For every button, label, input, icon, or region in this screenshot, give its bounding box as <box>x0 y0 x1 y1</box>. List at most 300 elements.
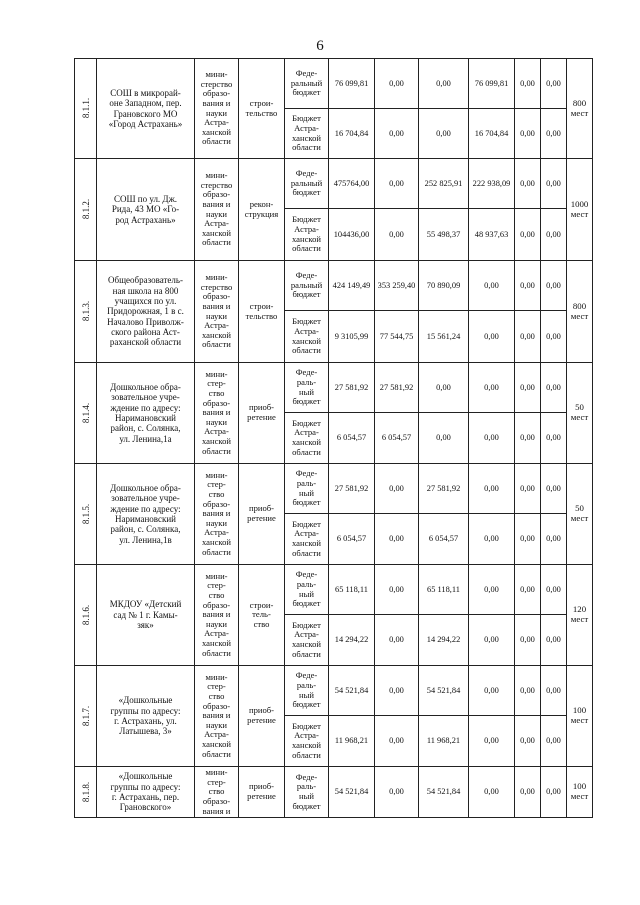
amount-cell: 0,00 <box>375 109 419 159</box>
funding-source-line: бюджет <box>292 187 321 198</box>
amount-cell: 0,00 <box>515 514 541 565</box>
funding-source-line: ханской <box>291 132 322 143</box>
amount-cell: 55 498,37 <box>419 209 469 261</box>
amount-cell: 0,00 <box>515 716 541 767</box>
amount-cell: 0,00 <box>541 261 567 311</box>
amount-cell: 0,00 <box>419 363 469 413</box>
capacity-line: 800 <box>572 300 587 311</box>
amount-cell: 475764,00 <box>329 159 375 209</box>
action-line: приоб- <box>248 705 275 716</box>
capacity-cell <box>567 565 593 666</box>
action-cell <box>239 261 285 363</box>
item-number-cell <box>75 363 97 464</box>
ministry-line: области <box>202 237 231 248</box>
funding-source-line: ханской <box>291 233 322 244</box>
amount-cell: 0,00 <box>515 363 541 413</box>
amount-cell: 0,00 <box>541 363 567 413</box>
action-line: приоб- <box>248 402 275 413</box>
ministry-line: науки <box>205 310 228 321</box>
funding-source-line: Астра- <box>294 427 319 438</box>
capacity-cell <box>567 666 593 767</box>
funding-source-cell <box>285 159 329 209</box>
funding-source-line: ханской <box>291 740 322 750</box>
ministry-line: науки <box>205 618 228 629</box>
capacity-line: мест <box>570 614 589 624</box>
ministry-line: области <box>202 136 231 147</box>
amount-cell: 0,00 <box>515 159 541 209</box>
action-line: ретение <box>247 412 276 422</box>
funding-source-line: Феде- <box>295 270 318 281</box>
ministry-line: образо- <box>202 700 231 711</box>
item-number-cell <box>75 261 97 363</box>
amount-cell: 252 825,91 <box>419 159 469 209</box>
ministry-line: ханской <box>201 329 232 340</box>
funding-source-line: ный <box>299 791 314 802</box>
amount-cell: 0,00 <box>375 159 419 209</box>
object-name-line: род Астрахань» <box>115 214 176 225</box>
ministry-line: вания и <box>202 805 231 816</box>
funding-source-line: Феде- <box>295 468 318 479</box>
ministry-line: стерство <box>200 179 233 190</box>
amount-cell: 353 259,40 <box>375 261 419 311</box>
action-line: ретение <box>247 791 276 802</box>
amount-cell: 15 561,24 <box>419 311 469 363</box>
funding-source-line: Бюджет <box>292 214 321 225</box>
ministry-line: области <box>202 546 231 557</box>
amount-cell: 0,00 <box>375 464 419 514</box>
ministry-line: мини- <box>205 469 228 480</box>
funding-source-line: ханской <box>291 538 322 548</box>
funding-source-line: Бюджет <box>292 518 321 529</box>
amount-cell: 54 521,84 <box>329 666 375 716</box>
object-name-line: Латышева, 3» <box>119 726 172 737</box>
amount-cell: 0,00 <box>469 615 515 666</box>
amount-cell: 27 581,92 <box>419 464 469 514</box>
item-number: 8.1.5. <box>81 503 92 524</box>
amount-cell: 11 968,21 <box>329 716 375 767</box>
item-number: 8.1.8. <box>81 781 92 802</box>
action-line: ретение <box>247 715 276 725</box>
amount-cell: 65 118,11 <box>329 565 375 615</box>
ministry-line: ство <box>208 488 225 499</box>
amount-cell: 14 294,22 <box>329 615 375 666</box>
ministry-line: образо- <box>202 291 231 302</box>
funding-source-line: бюджет <box>292 497 321 508</box>
amount-cell: 0,00 <box>515 666 541 716</box>
amount-cell: 0,00 <box>469 514 515 565</box>
funding-source-line: области <box>292 547 321 558</box>
ministry-line: Астра- <box>204 218 229 229</box>
amount-cell: 0,00 <box>469 767 515 818</box>
funding-source-line: Феде- <box>295 771 318 782</box>
capacity-cell <box>567 464 593 565</box>
action-line: строи- <box>249 97 274 108</box>
ministry-cell <box>195 666 239 767</box>
funding-source-line: Феде- <box>295 68 318 79</box>
ministry-line: ханской <box>201 436 232 447</box>
funding-source-line: Астра- <box>294 629 319 640</box>
object-name-line: Началово Приволж- <box>107 316 184 327</box>
object-name-line: г. Астрахань, ул. <box>114 716 177 726</box>
ministry-line: вания и <box>202 198 231 209</box>
ministry-line: стер- <box>207 681 226 692</box>
ministry-line: мини- <box>205 170 228 180</box>
ministry-cell <box>195 565 239 666</box>
ministry-line: стер- <box>207 479 226 490</box>
funding-source-line: Феде- <box>295 168 318 179</box>
ministry-line: науки <box>205 416 228 427</box>
funding-source-line: бюджет <box>292 396 321 407</box>
object-name-line: зяк» <box>137 620 154 631</box>
capacity-line: 100 <box>572 781 587 792</box>
amount-cell: 0,00 <box>469 565 515 615</box>
funding-source-line: Бюджет <box>292 316 321 327</box>
amount-cell: 0,00 <box>541 716 567 767</box>
ministry-cell <box>195 159 239 261</box>
amount-cell: 9 3105,99 <box>329 311 375 363</box>
funding-source-line: ральный <box>290 77 323 88</box>
funding-source-cell <box>285 261 329 311</box>
amount-cell: 104436,00 <box>329 209 375 261</box>
item-number: 8.1.6. <box>81 604 92 625</box>
action-line: ретение <box>247 513 276 523</box>
ministry-line: Астра- <box>204 628 229 639</box>
amount-cell: 0,00 <box>469 464 515 514</box>
amount-cell: 424 149,49 <box>329 261 375 311</box>
funding-source-line: области <box>292 446 321 457</box>
funding-source-line: Феде- <box>295 670 318 681</box>
funding-source-line: раль- <box>296 477 317 488</box>
amount-cell: 0,00 <box>515 413 541 464</box>
amount-cell: 6 054,57 <box>375 413 419 464</box>
object-name-cell <box>97 261 195 363</box>
amount-cell: 0,00 <box>515 767 541 818</box>
funding-source-cell <box>285 666 329 716</box>
capacity-cell <box>567 59 593 159</box>
object-name-cell <box>97 59 195 159</box>
table-row <box>75 767 593 818</box>
funding-source-line: раль- <box>296 781 317 792</box>
funding-source-line: Бюджет <box>292 619 321 630</box>
object-name-line: СОШ в микрорай- <box>110 87 181 98</box>
item-number-cell <box>75 464 97 565</box>
capacity-line: 120 <box>572 604 587 615</box>
funding-source-cell <box>285 311 329 363</box>
amount-cell: 0,00 <box>541 767 567 818</box>
object-name-cell <box>97 363 195 464</box>
object-name-line: группы по адресу: <box>110 705 181 716</box>
item-number-cell <box>75 59 97 159</box>
object-name-line: ского района Аст- <box>111 327 180 338</box>
funding-source-line: раль- <box>296 376 317 387</box>
funding-source-cell <box>285 565 329 615</box>
amount-cell: 54 521,84 <box>329 767 375 818</box>
capacity-line: 1000 <box>570 198 589 209</box>
ministry-cell <box>195 59 239 159</box>
funding-source-cell <box>285 464 329 514</box>
item-number: 8.1.3. <box>81 301 92 322</box>
action-line: тельство <box>245 310 278 321</box>
ministry-cell <box>195 261 239 363</box>
amount-cell: 0,00 <box>541 59 567 109</box>
amount-cell: 0,00 <box>541 514 567 565</box>
ministry-line: мини- <box>205 368 228 379</box>
object-name-cell <box>97 767 195 818</box>
capacity-cell <box>567 767 593 818</box>
capacity-line: мест <box>570 107 589 118</box>
ministry-line: Астра- <box>204 320 229 331</box>
action-cell <box>239 59 285 159</box>
ministry-line: вания и <box>202 407 231 418</box>
amount-cell: 0,00 <box>375 209 419 261</box>
object-name-line: Общеобразователь- <box>108 275 183 286</box>
capacity-line: мест <box>570 791 589 802</box>
action-line: строи- <box>249 599 274 610</box>
funding-source-line: области <box>292 749 321 760</box>
ministry-line: мини- <box>205 272 228 282</box>
object-name-line: г. Астрахань, пер. <box>111 792 180 803</box>
funding-source-line: ханской <box>291 335 322 346</box>
object-name-line: Грановского МО <box>113 108 178 119</box>
amount-cell: 77 544,75 <box>375 311 419 363</box>
object-name-cell <box>97 565 195 666</box>
funding-source-cell <box>285 209 329 261</box>
capacity-line: мест <box>570 208 589 219</box>
object-name-line: ждение по адресу: <box>110 503 181 514</box>
amount-cell: 0,00 <box>469 413 515 464</box>
ministry-line: образо- <box>202 189 231 200</box>
funding-source-line: раль- <box>296 578 317 589</box>
ministry-line: стерство <box>200 281 233 292</box>
amount-cell: 27 581,92 <box>375 363 419 413</box>
item-number: 8.1.4. <box>81 402 92 423</box>
ministry-line: ханской <box>201 739 232 750</box>
action-cell <box>239 363 285 464</box>
amount-cell: 0,00 <box>375 716 419 767</box>
amount-cell: 0,00 <box>469 363 515 413</box>
amount-cell: 0,00 <box>515 209 541 261</box>
funding-source-line: области <box>292 142 321 153</box>
capacity-cell <box>567 363 593 464</box>
item-number-cell <box>75 565 97 666</box>
amount-cell: 76 099,81 <box>329 59 375 109</box>
funding-source-line: Бюджет <box>292 113 321 124</box>
funding-source-cell <box>285 514 329 565</box>
amount-cell: 0,00 <box>541 413 567 464</box>
ministry-line: мини- <box>205 671 228 682</box>
funding-source-line: ханской <box>291 639 322 649</box>
ministry-line: вания и <box>202 609 231 620</box>
capacity-line: мест <box>570 412 589 422</box>
page-number: 6 <box>316 38 324 54</box>
amount-cell: 0,00 <box>469 716 515 767</box>
action-line: приоб- <box>248 781 275 792</box>
ministry-line: ханской <box>201 227 232 238</box>
ministry-line: ханской <box>201 638 232 649</box>
action-cell <box>239 666 285 767</box>
object-name-line: сад № 1 г. Камы- <box>113 609 178 620</box>
ministry-line: мини- <box>205 69 228 79</box>
object-name-cell <box>97 464 195 565</box>
amount-cell: 0,00 <box>541 311 567 363</box>
amount-cell: 0,00 <box>515 464 541 514</box>
amount-cell: 0,00 <box>541 159 567 209</box>
amount-cell: 76 099,81 <box>469 59 515 109</box>
table-body <box>75 59 593 818</box>
amount-cell: 0,00 <box>515 615 541 666</box>
ministry-line: Астра- <box>204 527 229 538</box>
funding-source-cell <box>285 615 329 666</box>
table-row <box>75 59 593 109</box>
amount-cell: 65 118,11 <box>419 565 469 615</box>
table-row <box>75 363 593 413</box>
ministry-line: области <box>202 445 231 456</box>
amount-cell: 14 294,22 <box>419 615 469 666</box>
ministry-line: ство <box>208 387 225 398</box>
funding-source-line: ный <box>299 689 314 700</box>
funding-source-line: бюджет <box>292 289 321 300</box>
ministry-line: области <box>202 647 231 658</box>
object-name-line: зовательное учре- <box>111 392 180 403</box>
capacity-line: мест <box>570 310 589 321</box>
amount-cell: 54 521,84 <box>419 767 469 818</box>
funding-source-cell <box>285 363 329 413</box>
amount-cell: 0,00 <box>419 109 469 159</box>
capacity-line: 100 <box>572 705 587 716</box>
funding-source-cell <box>285 109 329 159</box>
action-cell <box>239 565 285 666</box>
amount-cell: 0,00 <box>515 311 541 363</box>
object-name-line: ждение по адресу: <box>110 402 181 413</box>
funding-source-line: ный <box>299 386 314 397</box>
ministry-cell <box>195 363 239 464</box>
funding-source-line: ральный <box>290 177 323 188</box>
table-row <box>75 464 593 514</box>
ministry-line: ство <box>208 589 225 600</box>
funding-source-cell <box>285 59 329 109</box>
amount-cell: 0,00 <box>541 464 567 514</box>
capacity-cell <box>567 159 593 261</box>
object-name-line: МКДОУ «Детский <box>109 599 182 610</box>
funding-source-line: Астра- <box>294 122 319 133</box>
amount-cell: 0,00 <box>469 261 515 311</box>
table-row <box>75 666 593 716</box>
capacity-cell <box>567 261 593 363</box>
amount-cell: 6 054,57 <box>419 514 469 565</box>
funding-source-line: Астра- <box>294 730 319 741</box>
object-name-line: СОШ по ул. Дж. <box>113 193 178 204</box>
object-name-line: «Дошкольные <box>118 695 173 706</box>
amount-cell: 0,00 <box>375 767 419 818</box>
object-name-line: Дошкольное обра- <box>110 482 181 493</box>
amount-cell: 0,00 <box>419 59 469 109</box>
amount-cell: 0,00 <box>375 514 419 565</box>
amount-cell: 0,00 <box>419 413 469 464</box>
object-name-line: оне Западном, пер. <box>109 98 182 109</box>
ministry-line: вания и <box>202 97 231 108</box>
funding-source-line: Феде- <box>295 367 318 378</box>
ministry-line: мини- <box>205 570 228 581</box>
ministry-line: вания и <box>202 710 231 721</box>
action-line: тельство <box>245 107 278 118</box>
amount-cell: 0,00 <box>541 565 567 615</box>
capacity-line: 800 <box>572 97 587 108</box>
action-line: рекон- <box>249 198 274 209</box>
item-number-cell <box>75 666 97 767</box>
budget-table <box>74 58 593 818</box>
capacity-line: мест <box>570 513 589 523</box>
ministry-line: Астра- <box>204 729 229 740</box>
funding-source-cell <box>285 716 329 767</box>
amount-cell: 0,00 <box>541 209 567 261</box>
ministry-line: области <box>202 748 231 759</box>
amount-cell: 11 968,21 <box>419 716 469 767</box>
object-name-cell <box>97 666 195 767</box>
ministry-line: образо- <box>202 795 231 806</box>
amount-cell: 48 937,63 <box>469 209 515 261</box>
amount-cell: 0,00 <box>515 261 541 311</box>
funding-source-line: Астра- <box>294 223 319 234</box>
amount-cell: 0,00 <box>375 565 419 615</box>
amount-cell: 0,00 <box>541 615 567 666</box>
funding-source-line: области <box>292 648 321 659</box>
item-number: 8.1.1. <box>81 98 92 119</box>
object-name-line: раханской области <box>109 337 182 348</box>
ministry-cell <box>195 464 239 565</box>
ministry-line: Астра- <box>204 117 229 128</box>
funding-source-line: Бюджет <box>292 720 321 731</box>
amount-cell: 6 054,57 <box>329 514 375 565</box>
action-line: струкция <box>244 208 279 219</box>
action-line: ство <box>253 618 270 629</box>
amount-cell: 0,00 <box>515 109 541 159</box>
capacity-line: 50 <box>575 503 584 514</box>
ministry-line: Астра- <box>204 426 229 437</box>
item-number-cell <box>75 767 97 818</box>
funding-source-line: ральный <box>290 279 323 290</box>
funding-source-line: ханской <box>291 437 322 447</box>
ministry-line: вания и <box>202 300 231 311</box>
amount-cell: 222 938,09 <box>469 159 515 209</box>
funding-source-line: бюджет <box>292 800 321 811</box>
funding-source-line: бюджет <box>292 87 321 98</box>
amount-cell: 27 581,92 <box>329 464 375 514</box>
ministry-line: стер- <box>207 580 226 591</box>
object-name-line: зовательное учре- <box>111 493 180 504</box>
funding-source-line: области <box>292 243 321 254</box>
amount-cell: 16 704,84 <box>329 109 375 159</box>
amount-cell: 0,00 <box>515 59 541 109</box>
amount-cell: 16 704,84 <box>469 109 515 159</box>
object-name-line: группы по адресу: <box>110 781 181 792</box>
object-name-line: Придорожная, 1 в с. <box>107 306 184 317</box>
funding-source-line: бюджет <box>292 699 321 710</box>
action-line: тель- <box>252 609 271 620</box>
ministry-line: стерство <box>200 78 233 89</box>
ministry-line: науки <box>205 208 228 219</box>
capacity-line: 50 <box>575 402 584 413</box>
ministry-line: ханской <box>201 126 232 137</box>
object-name-line: район, с. Солянка, <box>110 423 181 434</box>
funding-source-cell <box>285 767 329 818</box>
object-name-line: Рида, 43 МО «Го- <box>111 204 180 215</box>
ministry-line: стер- <box>207 378 226 389</box>
object-name-line: Дошкольное обра- <box>110 381 181 392</box>
amount-cell: 54 521,84 <box>419 666 469 716</box>
ministry-line: науки <box>205 719 228 730</box>
action-line: приоб- <box>248 503 275 514</box>
funding-source-line: Феде- <box>295 569 318 580</box>
